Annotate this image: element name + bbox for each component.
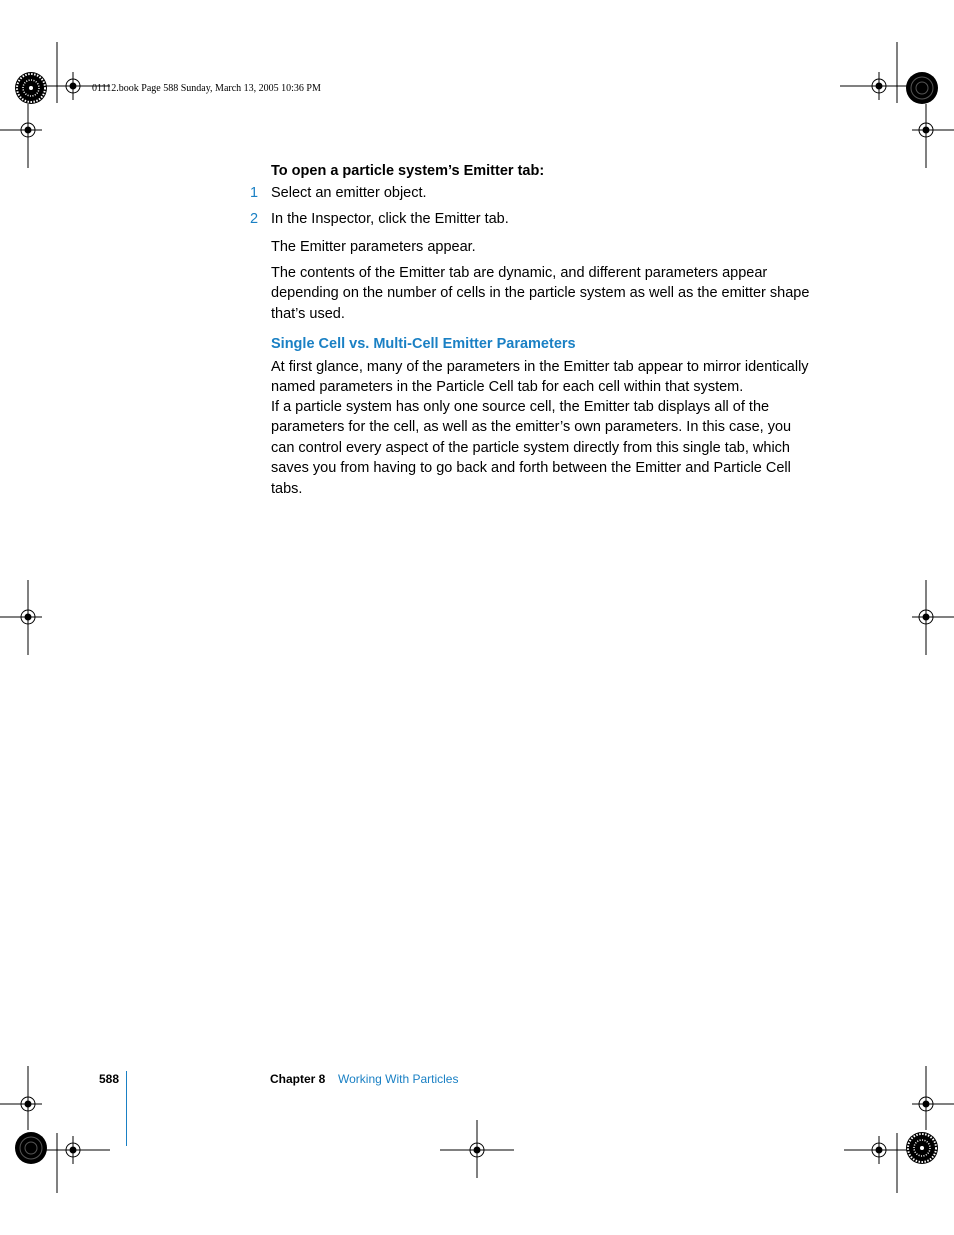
step-1 <box>250 185 427 201</box>
result-text: The Emitter parameters appear. <box>271 239 476 255</box>
section-paragraph-1: At first glance, many of the parameters in the Emitter tab appear to mirror identically named parameters in the Particle Cell tab for each cell within that system. <box>271 359 809 396</box>
chapter-title: Working With Particles <box>338 1072 459 1086</box>
print-slug: 01112.book Page 588 Sunday, March 13, 2005 10:36 PM <box>92 83 321 94</box>
step-number: 1 <box>250 185 259 201</box>
step-text: In the Inspector, click the Emitter tab. <box>271 211 509 227</box>
section-heading: Single Cell vs. Multi-Cell Emitter Parameters <box>271 336 576 352</box>
task-title: To open a particle system’s Emitter tab: <box>271 163 545 179</box>
footer-rule <box>126 1071 127 1146</box>
page-number: 588 <box>99 1072 120 1086</box>
section-paragraph-2: If a particle system has only one source cell, the Emitter tab displays all of the parameters for the cell, as well as the emitter’s own parameters. In this case, you can control every aspect of the particle system directly from this single tab, which saves you from having to go back and forth between the Emitter and Particle Cell tabs. <box>271 399 792 497</box>
step-number: 2 <box>250 211 259 227</box>
step-2 <box>250 211 509 227</box>
step-text: Select an emitter object. <box>271 185 427 201</box>
star-target-icon <box>15 72 938 1164</box>
paragraph-dynamic: The contents of the Emitter tab are dynamic, and different parameters appear depending on the number of cells in the particle system as well as the emitter shape that’s used. <box>271 265 810 322</box>
registration-target-icon <box>14 72 940 1164</box>
chapter-label: Chapter 8 <box>270 1072 326 1086</box>
